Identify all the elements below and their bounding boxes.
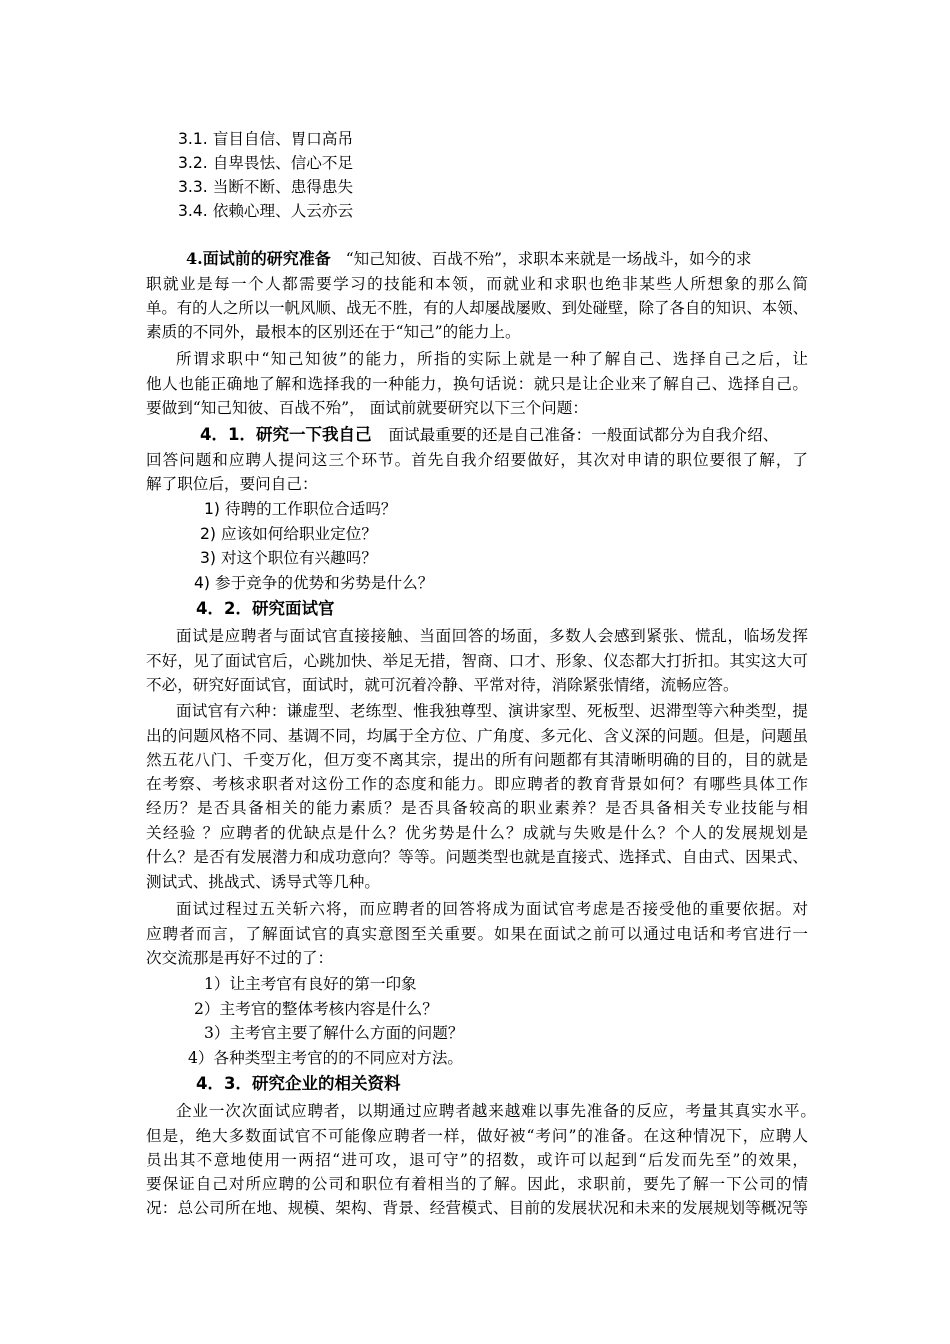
item-text: 参于竞争的优势和劣势是什么？ <box>214 574 434 592</box>
list-item: 4）各种类型主考官的的不同应对方法。 <box>188 1049 464 1067</box>
paragraph-line: 面试最重要的还是自己准备：一般面试都分为自我介绍、 <box>388 426 779 444</box>
question-item-1 <box>204 497 397 521</box>
list-item-3-1 <box>178 127 353 151</box>
paragraph-line: 但是，绝大多数面试官不可能像应聘者一样，做好被“考问”的准备。在这种情况下，应聘人 <box>146 1127 808 1145</box>
item-text: 应该如何给职业定位？ <box>220 525 377 543</box>
item-number: 3.1. <box>178 130 208 148</box>
paragraph-line: 他人也能正确地了解和选择我的一种能力，换句话说：就只是让企业来了解自己、选择自己。 <box>146 375 808 393</box>
item-number: 3.3. <box>178 178 208 196</box>
list-item-3-3 <box>178 175 353 199</box>
list-item-3-4 <box>178 199 353 223</box>
item-text: 对这个职位有兴趣吗？ <box>220 549 377 567</box>
item-number: 3.4. <box>178 202 208 220</box>
paragraph-line: 什么？是否有发展潜力和成功意向？等等。问题类型也就是直接式、选择式、自由式、因果式、 <box>146 848 808 866</box>
section-4-3-heading: 4．3．研究企业的相关资料 <box>196 1074 401 1093</box>
paragraph-line: “知己知彼、百战不殆”，求职本来就是一场战斗，如今的求 <box>345 250 752 268</box>
paragraph-line: 在考察、考核求职者对这份工作的态度和能力。即应聘者的教育背景如何？有哪些具体工作 <box>146 775 808 793</box>
paragraph-line: 职就业是每一个人都需要学习的技能和本领，而就业和求职也绝非某些人所想象的那么简 <box>146 275 808 293</box>
item-text: 盲目自信、胃口高吊 <box>212 130 354 148</box>
list-item: 1）让主考官有良好的第一印象 <box>204 975 417 993</box>
item-text: 自卑畏怯、信心不足 <box>212 154 354 172</box>
paragraph-line: 然五花八门、千变万化，但万变不离其宗，提出的所有问题都有其清晰明确的目的，目的就是 <box>146 751 808 769</box>
paragraph-line: 面试是应聘者与面试官直接接触、当面回答的场面，多数人会感到紧张、慌乱，临场发挥 <box>176 627 808 645</box>
paragraph-line: 次交流那是再好不过的了： <box>146 949 334 967</box>
paragraph-line: 解了职位后，要问自己： <box>146 475 318 493</box>
paragraph-line: 员出其不意地使用一两招“进可攻，退可守”的招数，或许可以起到“后发而先至”的效果， <box>146 1151 808 1169</box>
question-item-4 <box>194 571 433 595</box>
list-item: 3）主考官主要了解什么方面的问题？ <box>204 1024 464 1042</box>
list-item: 2）主考官的整体考核内容是什么？ <box>194 1000 438 1018</box>
paragraph-line: 不必，研究好面试官，面试时，就可沉着冷静、平常对待，消除紧张情绪，流畅应答。 <box>146 676 739 694</box>
paragraph-line: 要保证自己对所应聘的公司和职位有着相当的了解。因此，求职前，要先了解一下公司的情 <box>146 1175 808 1193</box>
paragraph-line: 面试过程过五关斩六将，而应聘者的回答将成为面试官考虑是否接受他的重要依据。对 <box>176 900 808 918</box>
paragraph-line: 应聘者而言，了解面试官的真实意图至关重要。如果在面试之前可以通过电话和考官进行一 <box>146 925 808 943</box>
list-item-3-2 <box>178 151 353 175</box>
paragraph-line: 回答问题和应聘人提问这三个环节。首先自我介绍要做好，其次对申请的职位要很了解，了 <box>146 451 808 469</box>
paragraph-line: 素质的不同外，最根本的区别还在于“知己”的能力上。 <box>146 323 521 341</box>
paragraph-line: 测试式、挑战式、诱导式等几种。 <box>146 873 380 891</box>
section-4-1-first-line <box>200 423 808 447</box>
item-number: 4) <box>194 574 211 592</box>
paragraph-line: 经历？是否具备相关的能力素质？是否具备较高的职业素养？是否具备相关专业技能与相 <box>146 799 808 817</box>
item-text: 待聘的工作职位合适吗？ <box>224 500 397 518</box>
paragraph-line: 所谓求职中“知己知彼”的能力，所指的实际上就是一种了解自己、选择自己之后，让 <box>176 350 808 368</box>
paragraph-line: 单。有的人之所以一帆风顺、战无不胜，有的人却屡战屡败、到处碰壁，除了各自的知识、本领、 <box>146 299 808 317</box>
item-number: 3.2. <box>178 154 208 172</box>
item-number: 3) <box>200 549 217 567</box>
item-text: 当断不断、患得患失 <box>212 178 354 196</box>
paragraph-line: 况：总公司所在地、规模、架构、背景、经营模式、目前的发展状况和未来的发展规划等概况等 <box>146 1199 808 1217</box>
paragraph-line: 要做到“知己知彼、百战不殆”， 面试前就要研究以下三个问题： <box>146 399 588 417</box>
paragraph-line: 企业一次次面试应聘者，以期通过应聘者越来越难以事先准备的反应，考量其真实水平。 <box>176 1102 816 1120</box>
question-item-2 <box>200 522 377 546</box>
section-4-2-heading: 4．2．研究面试官 <box>196 599 335 618</box>
section-4-1-heading: 4．1．研究一下我自己 <box>200 425 372 444</box>
paragraph-line: 关经验 ？应聘者的优缺点是什么？优劣势是什么？成就与失败是什么？个人的发展规划是 <box>146 824 808 842</box>
item-number: 2) <box>200 525 217 543</box>
section-4-heading: 4.面试前的研究准备 <box>186 249 331 268</box>
item-text: 依赖心理、人云亦云 <box>212 202 354 220</box>
item-number: 1) <box>204 500 221 518</box>
question-item-3 <box>200 546 377 570</box>
paragraph-line: 不好，见了面试官后，心跳加快、举足无措，智商、口才、形象、仪态都大打折扣。其实这大可 <box>146 652 808 670</box>
paragraph-line: 面试官有六种：谦虚型、老练型、惟我独尊型、演讲家型、死板型、迟滞型等六种类型，提 <box>176 702 808 720</box>
section-4-first-line <box>186 247 808 271</box>
paragraph-line: 出的问题风格不同、基调不同，均属于全方位、广角度、多元化、含义深的问题。但是，问题虽 <box>146 727 808 745</box>
